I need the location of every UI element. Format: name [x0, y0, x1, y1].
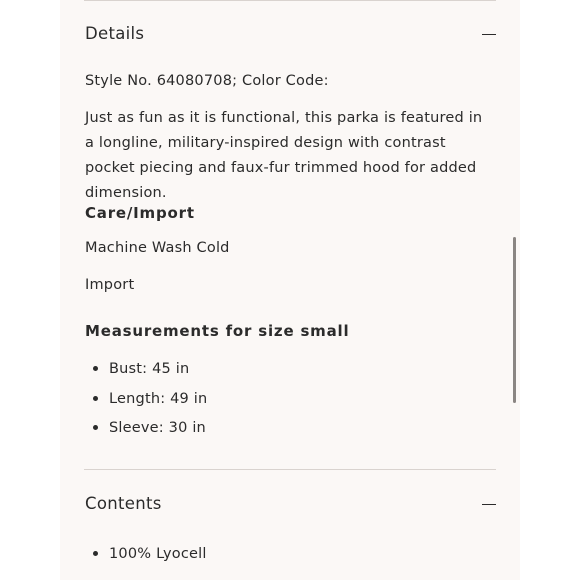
details-header[interactable]	[85, 24, 496, 43]
care-heading: Care/Import	[85, 204, 195, 222]
care-item: Import	[85, 277, 135, 293]
scrollbar-thumb[interactable]	[513, 237, 516, 403]
product-info-panel	[60, 0, 520, 580]
list-item	[85, 418, 496, 448]
product-description: Just as fun as it is functional, this parka is featured in a longline, military-inspired design with contrast pocket piecing and faux-fur trimmed hood for added dimension.	[85, 110, 483, 201]
top-divider	[84, 0, 496, 1]
list-item	[85, 544, 496, 574]
list-item	[85, 359, 496, 389]
list-item	[85, 389, 496, 419]
contents-header[interactable]	[85, 494, 496, 513]
care-item: Machine Wash Cold	[85, 240, 230, 256]
minus-icon[interactable]	[482, 27, 496, 41]
bullet-icon	[93, 366, 98, 371]
measurements-list	[85, 359, 496, 448]
bullet-icon	[93, 396, 98, 401]
contents-text: 100% Lyocell	[109, 546, 207, 562]
measurements-heading: Measurements for size small	[85, 322, 350, 340]
bullet-icon	[93, 425, 98, 430]
measurement-text: Sleeve: 30 in	[109, 420, 206, 436]
section-divider	[84, 469, 496, 470]
minus-icon[interactable]	[482, 497, 496, 511]
bullet-icon	[93, 551, 98, 556]
measurement-text: Length: 49 in	[109, 390, 208, 407]
details-title: Details	[85, 24, 145, 43]
contents-title: Contents	[85, 494, 162, 513]
measurement-text: Bust: 45 in	[109, 361, 190, 377]
style-number: Style No. 64080708; Color Code:	[85, 73, 329, 89]
contents-list	[85, 544, 496, 574]
